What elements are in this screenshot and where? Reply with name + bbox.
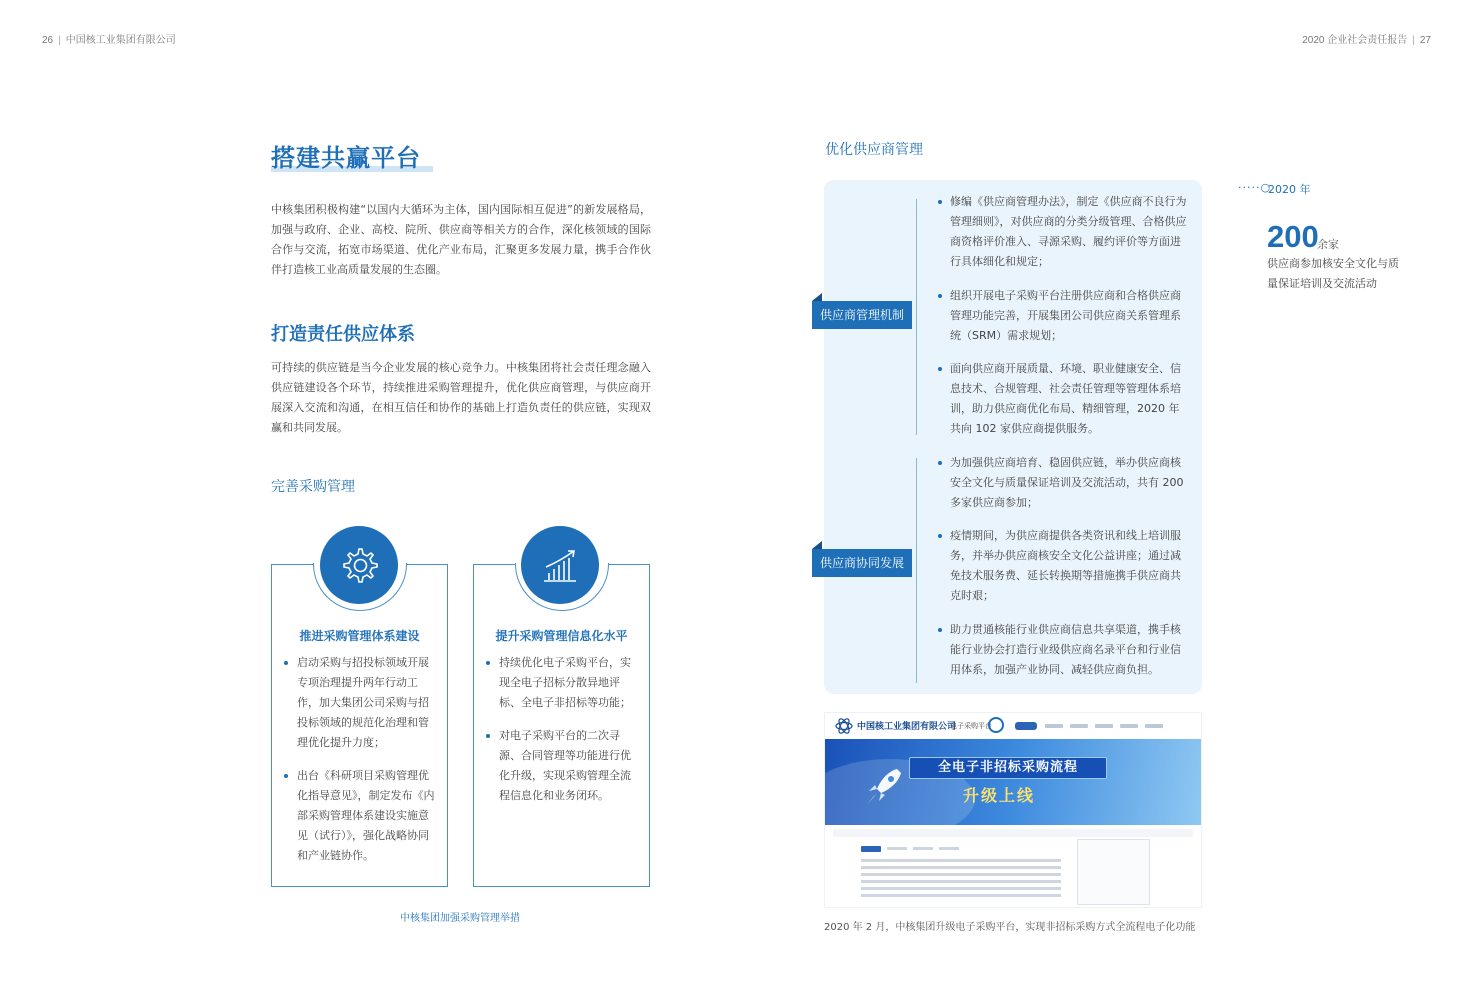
procurement-caption: 中核集团加强采购管理举措 bbox=[400, 913, 520, 924]
section-body-win-win: 中核集团积极构建“以国内大循环为主体，国内国际相互促进”的新发展格局，加强与政府、企业、高校、院所、供应商等相关方的合作，深化核领域的国际合作与交流，拓宽市场渠道、优化产业布局，汇聚更多发展力量，携手合作伙伴打造核工业高质量发展的生态圈。 bbox=[271, 203, 651, 276]
platform-topbar bbox=[825, 713, 1201, 739]
card-icon-circle bbox=[320, 526, 398, 604]
subheading-supplier: 优化供应商管理 bbox=[825, 142, 923, 158]
procurement-card-system bbox=[271, 564, 448, 887]
nav-item bbox=[1145, 724, 1163, 728]
list-item: 对电子采购平台的二次寻源、合同管理等功能进行优化升级，实现采购管理全流程信息化和业务闭环。 bbox=[484, 726, 638, 806]
rocket-icon bbox=[859, 761, 909, 811]
section-title-win-win: 搭建共赢平台 bbox=[271, 144, 421, 172]
platform-banner bbox=[825, 739, 1201, 825]
supplier-list bbox=[938, 453, 1190, 513]
supplier-list bbox=[938, 526, 1190, 606]
banner-title: 全电子非招标采购流程 bbox=[909, 757, 1107, 779]
tag-supplier-mechanism: 供应商管理机制 bbox=[812, 301, 912, 329]
stat-description: 供应商参加核安全文化与质量保证培训及交流活动 bbox=[1267, 257, 1399, 290]
company-name: 中国核工业集团有限公司 bbox=[65, 35, 176, 46]
supplier-list bbox=[938, 192, 1190, 272]
page-number-left: 26 bbox=[42, 35, 54, 46]
list-item: 疫情期间，为供应商提供各类资讯和线上培训服务，并举办供应商核安全文化公益讲座；通过减免技术服务费、延长转换期等措施携手供应商共克时艰； bbox=[938, 526, 1190, 606]
dotted-connector: ·····○ bbox=[1238, 181, 1272, 194]
list-item: 出台《科研项目采购管理优化指导意见》，制定发布《内部采购管理体系建设实施意见（试行）》，强化战略协同和产业链协作。 bbox=[282, 766, 436, 866]
platform-company-name: 中国核工业集团有限公司 bbox=[857, 722, 957, 732]
list-item: 组织开展电子采购平台注册供应商和合格供应商管理功能完善，开展集团公司供应商关系管理系统（SRM）需求规划； bbox=[938, 286, 1190, 346]
platform-name: 电子采购平台 bbox=[950, 722, 992, 730]
page-number-right: 27 bbox=[1419, 35, 1431, 46]
tab-placeholder bbox=[939, 847, 959, 850]
emblem-icon bbox=[988, 717, 1004, 733]
procurement-card-informatization bbox=[473, 564, 650, 887]
card-icon-circle bbox=[521, 526, 599, 604]
supplier-list bbox=[938, 286, 1190, 346]
list-row-placeholder bbox=[861, 859, 1061, 862]
growth-chart-icon bbox=[540, 545, 580, 585]
supplier-list bbox=[938, 620, 1190, 680]
procurement-platform-screenshot bbox=[824, 712, 1202, 908]
stat-year: 2020 年 bbox=[1268, 183, 1311, 196]
card-title: 提升采购管理信息化水平 bbox=[495, 629, 628, 643]
stat-unit: 余家 bbox=[1317, 238, 1339, 251]
list-item: 持续优化电子采购平台，实现全电子招标分散异地评标、全电子非招标等功能； bbox=[484, 653, 638, 713]
nav-item bbox=[1120, 724, 1138, 728]
tab-placeholder bbox=[913, 847, 933, 850]
section-body-supply-chain: 可持续的供应链是当今企业发展的核心竞争力。中核集团将社会责任理念融入供应链建设各个环节，持续推进采购管理提升，优化供应商管理，与供应商开展深入交流和沟通，在相互信任和协作的基础上打造负责任的供应链，实现双赢和共同发展。 bbox=[271, 361, 651, 434]
company-logo-icon bbox=[835, 717, 853, 735]
card-title: 推进采购管理体系建设 bbox=[299, 629, 420, 643]
list-item: 面向供应商开展质量、环境、职业健康安全、信息技术、合规管理、社会责任管理等管理体系培训，助力供应商优化布局、精细管理，2020 年共向 102 家供应商提供服务。 bbox=[938, 359, 1190, 439]
list-row-placeholder bbox=[861, 873, 1061, 876]
card-list bbox=[282, 653, 436, 879]
content-tab bbox=[861, 846, 881, 852]
user-login-panel bbox=[1077, 839, 1150, 905]
divider-line bbox=[916, 199, 917, 435]
list-row-placeholder bbox=[861, 894, 1061, 897]
list-row-placeholder bbox=[861, 866, 1061, 869]
nav-home-pill bbox=[1015, 722, 1037, 730]
tab-placeholder bbox=[887, 847, 907, 850]
nav-item bbox=[1095, 724, 1113, 728]
divider-line bbox=[916, 458, 917, 683]
subheading-procurement: 完善采购管理 bbox=[271, 479, 355, 495]
list-row-placeholder bbox=[861, 880, 1061, 883]
gear-icon bbox=[339, 545, 379, 585]
banner-subtitle: 升级上线 bbox=[963, 786, 1036, 805]
list-item: 修编《供应商管理办法》，制定《供应商不良行为管理细则》，对供应商的分类分级管理、合格供应商资格评价准入、寻源采购、履约评价等方面进行具体细化和规定； bbox=[938, 192, 1190, 272]
list-row-placeholder bbox=[861, 887, 1061, 890]
card-list bbox=[484, 653, 638, 819]
list-item: 为加强供应商培育、稳固供应链，举办供应商核安全文化与质量保证培训及交流活动，共有 200 多家供应商参加； bbox=[938, 453, 1190, 513]
report-title: 2020 企业社会责任报告 bbox=[1302, 35, 1408, 46]
nav-item bbox=[1045, 724, 1063, 728]
list-item: 启动采购与招投标领域开展专项治理提升两年行动工作，加大集团公司采购与招投标领域的规范化治理和管理优化提升力度； bbox=[282, 653, 436, 753]
stat-number: 200 bbox=[1267, 219, 1319, 254]
notice-bar bbox=[833, 829, 1193, 837]
screenshot-caption: 2020 年 2 月，中核集团升级电子采购平台，实现非招标采购方式全流程电子化功能 bbox=[824, 922, 1196, 933]
page-header-left: 26 | 中国核工业集团有限公司 bbox=[42, 35, 176, 46]
section-title-supply-chain: 打造责任供应体系 bbox=[271, 324, 415, 345]
tag-supplier-collaboration: 供应商协同发展 bbox=[812, 549, 912, 577]
page-header-right: 2020 企业社会责任报告 | 27 bbox=[1302, 35, 1431, 46]
nav-item bbox=[1070, 724, 1088, 728]
supplier-list bbox=[938, 359, 1190, 439]
list-item: 助力贯通核能行业供应商信息共享渠道，携手核能行业协会打造行业级供应商名录平台和行业信用体系，加强产业协同、减轻供应商负担。 bbox=[938, 620, 1190, 680]
platform-content bbox=[825, 825, 1201, 908]
